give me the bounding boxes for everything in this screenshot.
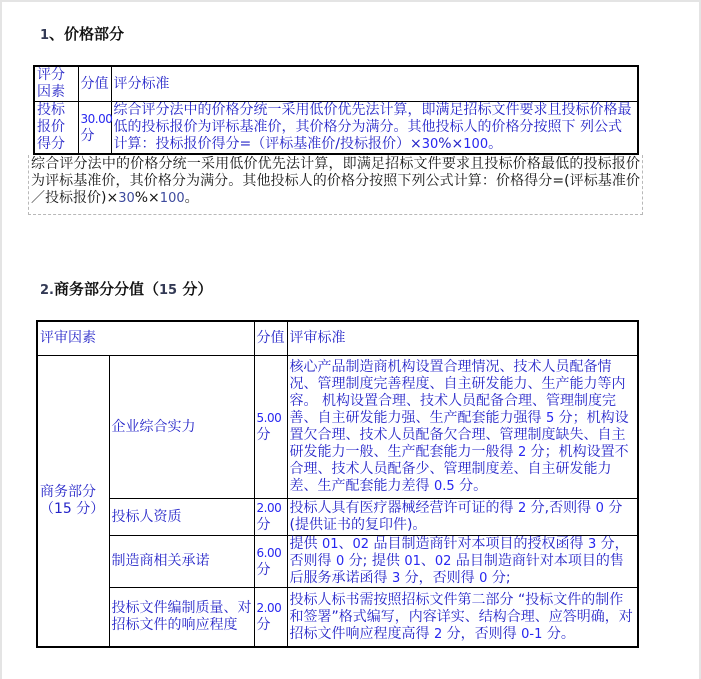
header-review-factor: 评审因素 bbox=[37, 321, 254, 356]
business-table-header-row bbox=[37, 321, 638, 356]
section2-title: 2.商务部分分值（15 分） bbox=[40, 280, 213, 298]
price-table-header-row bbox=[34, 66, 638, 102]
score-cell bbox=[254, 588, 287, 648]
score-unit: 分 bbox=[256, 427, 271, 443]
price-score-table bbox=[33, 65, 639, 155]
page-edge-left bbox=[0, 0, 2, 679]
score-cell bbox=[254, 499, 287, 536]
group-cell-business-part: 商务部分（15 分） bbox=[37, 356, 109, 648]
score-unit: 分 bbox=[80, 127, 95, 144]
price-table-row bbox=[34, 102, 638, 155]
criteria-cell: 投标人标书需按照招标文件第二部分 “投标文件的制作和签署”格式编写，内容详实、结构合理、应答明确，对招标文件响应程度高得 2 分，否则得 0-1 分。 bbox=[287, 588, 638, 648]
page-edge-top bbox=[0, 0, 701, 2]
score-value: 2.00 bbox=[256, 601, 282, 615]
score-unit: 分 bbox=[256, 517, 271, 533]
factor-cell: 企业综合实力 bbox=[109, 356, 254, 499]
criteria-cell: 综合评分法中的价格分统一采用低价优先法计算，即满足招标文件要求且投标价格最低的投标报价为评标基准价，其价格分为满分。其他投标人的价格分按照下 列公式计算：投标报价得分=（评标基准价/投标报价）×30%×100。 bbox=[111, 102, 638, 155]
header-score-value: 分值 bbox=[254, 321, 287, 356]
header-review-standard: 评审标准 bbox=[287, 321, 638, 356]
score-value: 2.00 bbox=[256, 501, 282, 515]
factor-cell: 投标报价得分 bbox=[34, 102, 78, 155]
business-score-table bbox=[36, 320, 639, 648]
score-cell bbox=[254, 356, 287, 499]
score-value: 5.00 bbox=[256, 411, 282, 425]
score-value: 6.00 bbox=[256, 545, 282, 560]
business-table-row bbox=[37, 536, 638, 588]
score-cell bbox=[78, 102, 111, 155]
header-scoring-factor: 评分因素 bbox=[34, 66, 78, 102]
business-table-row bbox=[37, 499, 638, 536]
price-formula-note: 综合评分法中的价格分统一采用低价优先法计算，即满足招标文件要求且投标价格最低的投标报价为评标基准价，其价格分为满分。其他投标人的价格分按照下列公式计算：价格得分=(评标基准价／投标报价)×30%×100。 bbox=[28, 155, 643, 215]
score-unit: 分 bbox=[256, 617, 271, 633]
criteria-cell: 投标人具有医疗器械经营许可证的得 2 分,否则得 0 分(提供证书的复印件)。 bbox=[287, 499, 638, 536]
score-unit: 分 bbox=[256, 561, 271, 578]
score-cell bbox=[254, 536, 287, 588]
business-table-row bbox=[37, 588, 638, 648]
factor-cell: 投标文件编制质量、对招标文件的响应程度 bbox=[109, 588, 254, 648]
section1-title: 1、价格部分 bbox=[40, 25, 125, 43]
criteria-cell: 核心产品制造商机构设置合理情况、技术人员配备情况、管理制度完善程度、自主研发能力、生产能力等内容。 机构设置合理、技术人员配备合理、管理制度完善、自主研发能力强、生产配套能力强得 5 分；机构设置欠合理、技术人员配备欠合理、管理制度缺失、自主研发能力一般、生产配套能力一般得 2 分；机构设置不合理、技术人员配备少、管理制度差、自主研发能力差、生产配套能力差得 0.5 分。 bbox=[287, 356, 638, 499]
business-table-row bbox=[37, 356, 638, 499]
criteria-cell: 提供 01、02 品目制造商针对本项目的授权函得 3 分，否则得 0 分; 提供 01、02 品目制造商针对本项目的售后服务承诺函得 3 分，否则得 0 分; bbox=[287, 536, 638, 588]
header-scoring-standard: 评分标准 bbox=[111, 66, 638, 102]
header-score-value: 分值 bbox=[78, 66, 111, 102]
score-value: 30.00 bbox=[80, 111, 113, 126]
factor-cell: 制造商相关承诺 bbox=[109, 536, 254, 588]
factor-cell: 投标人资质 bbox=[109, 499, 254, 536]
